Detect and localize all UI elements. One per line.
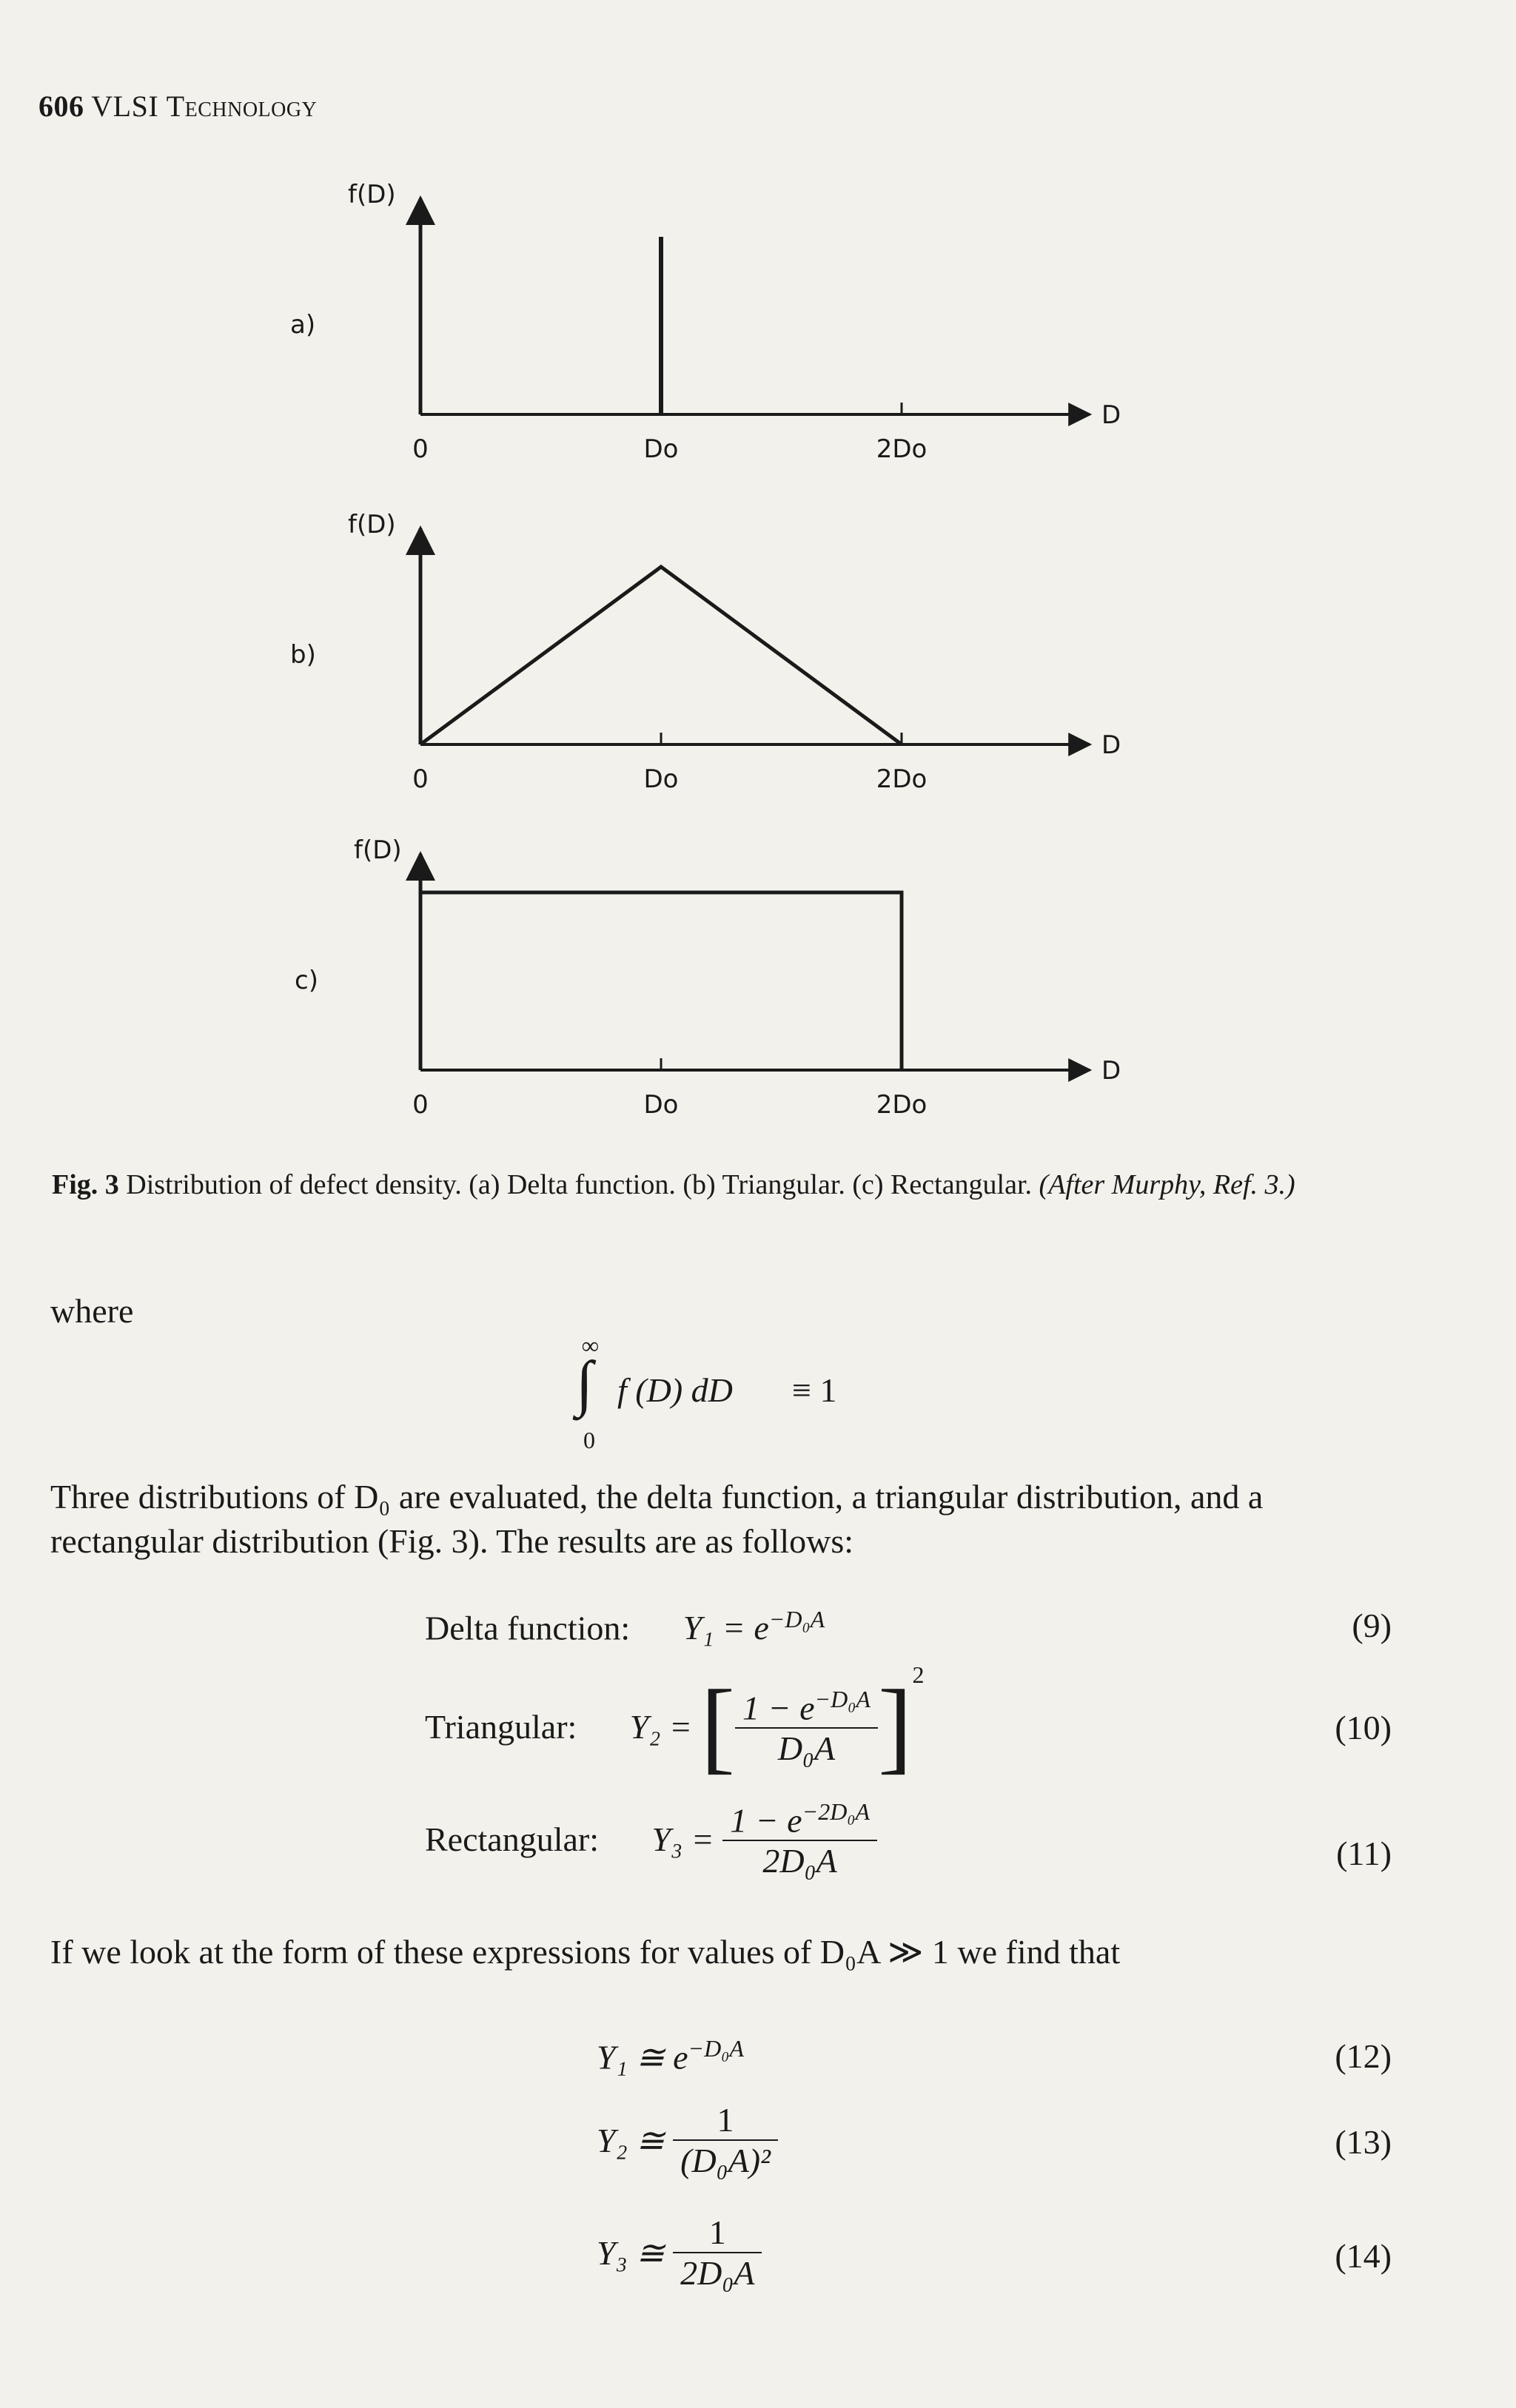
eq10-number: (10) xyxy=(1335,1709,1392,1746)
panel-3-tick-label-0: 0 xyxy=(412,1090,429,1120)
integral-lower-limit: 0 xyxy=(583,1427,595,1453)
eq11-lhs: Y₃ = xyxy=(651,1820,714,1859)
integral-upper-limit: ∞ xyxy=(582,1332,599,1359)
eq13-fraction xyxy=(673,2100,778,2180)
panel-1-label: a) xyxy=(290,310,316,340)
eq10-right-bracket: ] xyxy=(877,1669,913,1784)
equation-12 xyxy=(597,2035,1041,2094)
panel-2-tick-label-1: Do xyxy=(643,764,679,794)
caption-fig-label: Fig. 3 xyxy=(52,1169,119,1200)
integral-sign: ∫ xyxy=(576,1349,594,1418)
eq10-label: Triangular: xyxy=(425,1707,577,1746)
caption-attribution: (After Murphy, Ref. 3.) xyxy=(1039,1169,1295,1200)
equation-10 xyxy=(425,1661,1091,1795)
eq9-label: Delta function: xyxy=(425,1609,631,1647)
panel-3-label: c) xyxy=(295,966,318,995)
header-title-rest: Technology xyxy=(166,90,318,123)
panel-1-tick-label-0: 0 xyxy=(412,434,429,464)
eq10-denominator: D₀A xyxy=(777,1729,836,1768)
eq14-number: (14) xyxy=(1335,2237,1392,2275)
eq10-power: 2 xyxy=(912,1661,925,1688)
running-header xyxy=(38,89,317,124)
panel-2-distribution-curve xyxy=(420,567,902,744)
defect-density-figure xyxy=(0,163,1516,1140)
panel-2-x-label: D xyxy=(1101,730,1121,760)
eq13-numerator: 1 xyxy=(673,2100,778,2141)
eq10-numerator: 1 − e xyxy=(742,1689,815,1727)
eq14-lhs: Y₃ ≅ xyxy=(597,2234,665,2272)
eq12-exponent: −D₀A xyxy=(688,2035,744,2062)
eq10-numerator-exponent: −D₀A xyxy=(814,1685,871,1712)
eq11-label: Rectangular: xyxy=(425,1820,600,1859)
panel-1-x-label: D xyxy=(1101,400,1121,430)
eq10-left-bracket: [ xyxy=(700,1669,736,1784)
panel-1-tick-label-2: 2Do xyxy=(876,434,928,464)
eq11-number: (11) xyxy=(1336,1834,1392,1872)
equation-13 xyxy=(597,2100,1041,2204)
body-paragraph-2: If we look at the form of these expressions for values of D₀A ≫ 1 we find that xyxy=(50,1933,1121,1971)
panel-3-tick-label-2: 2Do xyxy=(876,1090,928,1120)
where-text: where xyxy=(50,1292,134,1330)
panel-2-y-label: f(D) xyxy=(348,510,396,539)
eq9-number: (9) xyxy=(1352,1607,1392,1644)
panel-2-tick-label-0: 0 xyxy=(412,764,429,794)
eq11-denominator: 2D₀A xyxy=(762,1842,837,1880)
eq14-denominator: 2D₀A xyxy=(680,2254,755,2292)
panel-3-distribution-curve xyxy=(420,892,902,1070)
caption-text: Distribution of defect density. (a) Delta function. (b) Triangular. (c) Rectangular. xyxy=(126,1169,1033,1200)
eq13-denominator: (D₀A)² xyxy=(680,2142,771,2179)
panel-1-y-label: f(D) xyxy=(348,180,396,209)
eq10-fraction xyxy=(735,1686,878,1768)
header-title-prefix: VLSI xyxy=(91,90,159,123)
eq12-number: (12) xyxy=(1335,2037,1392,2075)
eq14-numerator: 1 xyxy=(673,2213,762,2253)
equation-9 xyxy=(425,1606,1392,1665)
panel-2-label: b) xyxy=(290,640,316,670)
eq9-exponent: −D₀A xyxy=(768,1606,825,1632)
panel-3-y-label: f(D) xyxy=(354,835,402,865)
eq13-number: (13) xyxy=(1335,2123,1392,2161)
body-paragraph-1: Three distributions of D₀ are evaluated, the delta function, a triangular distribution, and a rectangular distribution (Fig. 3). The results are as follows: xyxy=(50,1478,1264,1560)
integral-equation xyxy=(570,1332,881,1465)
equation-11 xyxy=(425,1798,1091,1909)
eq10-lhs: Y₂ = xyxy=(629,1707,692,1746)
eq12-lhs: Y₁ ≅ e xyxy=(597,2038,688,2076)
panel-3-tick-label-1: Do xyxy=(643,1090,679,1120)
integral-body: f (D) dD xyxy=(617,1371,733,1409)
eq11-numerator-exponent: −2D₀A xyxy=(802,1798,870,1825)
page-number: 606 xyxy=(38,90,84,123)
eq11-fraction xyxy=(722,1798,877,1880)
panel-3-x-label: D xyxy=(1101,1056,1121,1086)
equation-14 xyxy=(597,2213,1041,2316)
figure-caption xyxy=(52,1166,1406,1204)
eq11-numerator: 1 − e xyxy=(730,1801,802,1840)
eq14-fraction xyxy=(673,2213,762,2293)
panel-2-tick-label-2: 2Do xyxy=(876,764,928,794)
figure-panels xyxy=(290,180,1121,1120)
eq13-lhs: Y₂ ≅ xyxy=(597,2122,665,2159)
panel-1-tick-label-1: Do xyxy=(643,434,679,464)
eq9-lhs: Y₁ = e xyxy=(682,1609,769,1647)
integral-rhs: ≡ 1 xyxy=(792,1371,837,1409)
